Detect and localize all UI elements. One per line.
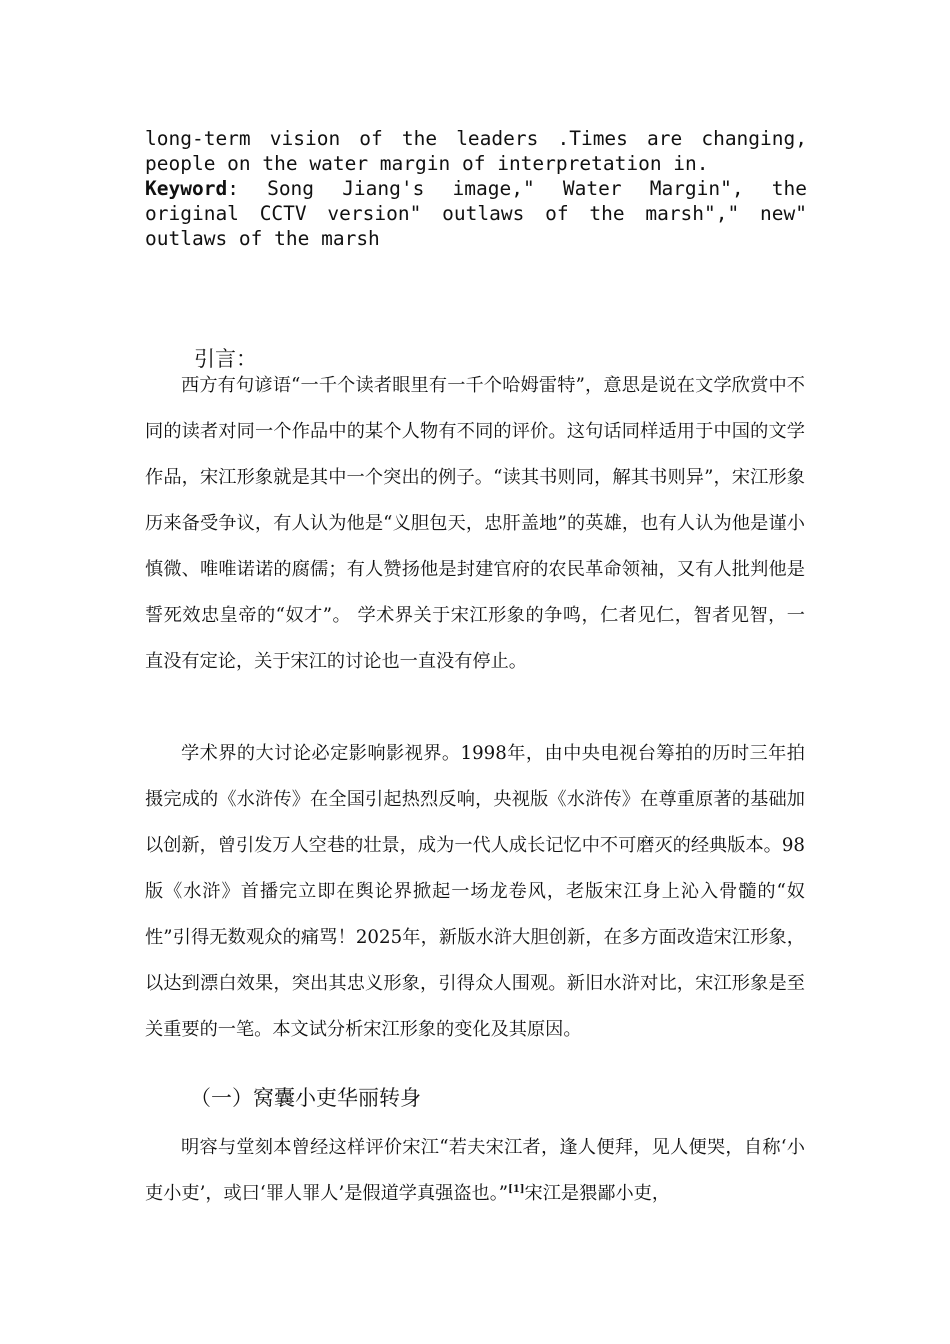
abstract-line: long-term vision of the leaders .Times are changing,	[145, 127, 807, 150]
keyword-line: outlaws of the marsh	[145, 227, 380, 250]
keyword-text: : Song Jiang's image," Water Margin", the	[227, 177, 807, 200]
citation-mark: [1]	[508, 1183, 525, 1195]
abstract-line: people on the water margin of interpretation in.	[145, 152, 709, 175]
section-heading: （一）窝囊小吏华丽转身	[190, 1086, 421, 1110]
section-paragraph-text: 宋江是猥鄙小吏，	[524, 1183, 671, 1204]
english-abstract	[145, 126, 807, 251]
keyword-line: original CCTV version" outlaws of the marsh"," new"	[145, 202, 807, 225]
intro-paragraph-2: 学术界的大讨论必定影响影视界。1998年，由中央电视台筹拍的历时三年拍摄完成的《水浒传》在全国引起热烈反响，央视版《水浒传》在尊重原著的基础加以创新，曾引发万人空巷的壮景，成为一代人成长记忆中不可磨灭的经典版本。98版《水浒》首播完立即在舆论界掀起一场龙卷风，老版宋江身上沁入骨髓的“奴性”引得无数观众的痛骂！2025年，新版水浒大胆创新，在多方面改造宋江形象，以达到漂白效果，突出其忠义形象，引得众人围观。新旧水浒对比，宋江形象是至关重要的一笔。本文试分析宋江形象的变化及其原因。	[145, 743, 805, 1040]
keyword-label: Keyword	[145, 177, 228, 200]
intro-heading: 引言：	[194, 347, 257, 371]
intro-paragraph-1: 西方有句谚语“一千个读者眼里有一千个哈姆雷特”，意思是说在文学欣赏中不同的读者对同一个作品中的某个人物有不同的评价。这句话同样适用于中国的文学作品，宋江形象就是其中一个突出的例子。“读其书则同，解其书则异”，宋江形象历来备受争议，有人认为他是“义胆包天，忠肝盖地”的英雄，也有人认为他是谨小慎微、唯唯诺诺的腐儒；有人赞扬他是封建官府的农民革命领袖，又有人批判他是誓死效忠皇帝的“奴才”。 学术界关于宋江形象的争鸣，仁者见仁，智者见智，一直没有定论，关于宋江的讨论也一直没有停止。	[145, 375, 805, 672]
keyword-line	[145, 176, 807, 201]
section-paragraph	[145, 1125, 805, 1217]
section-paragraph-text: 明容与堂刻本曾经这样评价宋江“若夫宋江者，逢人便拜，见人便哭，自称‘小吏小吏’，或曰‘罪人罪人’是假道学真强盗也。”	[145, 1137, 805, 1204]
